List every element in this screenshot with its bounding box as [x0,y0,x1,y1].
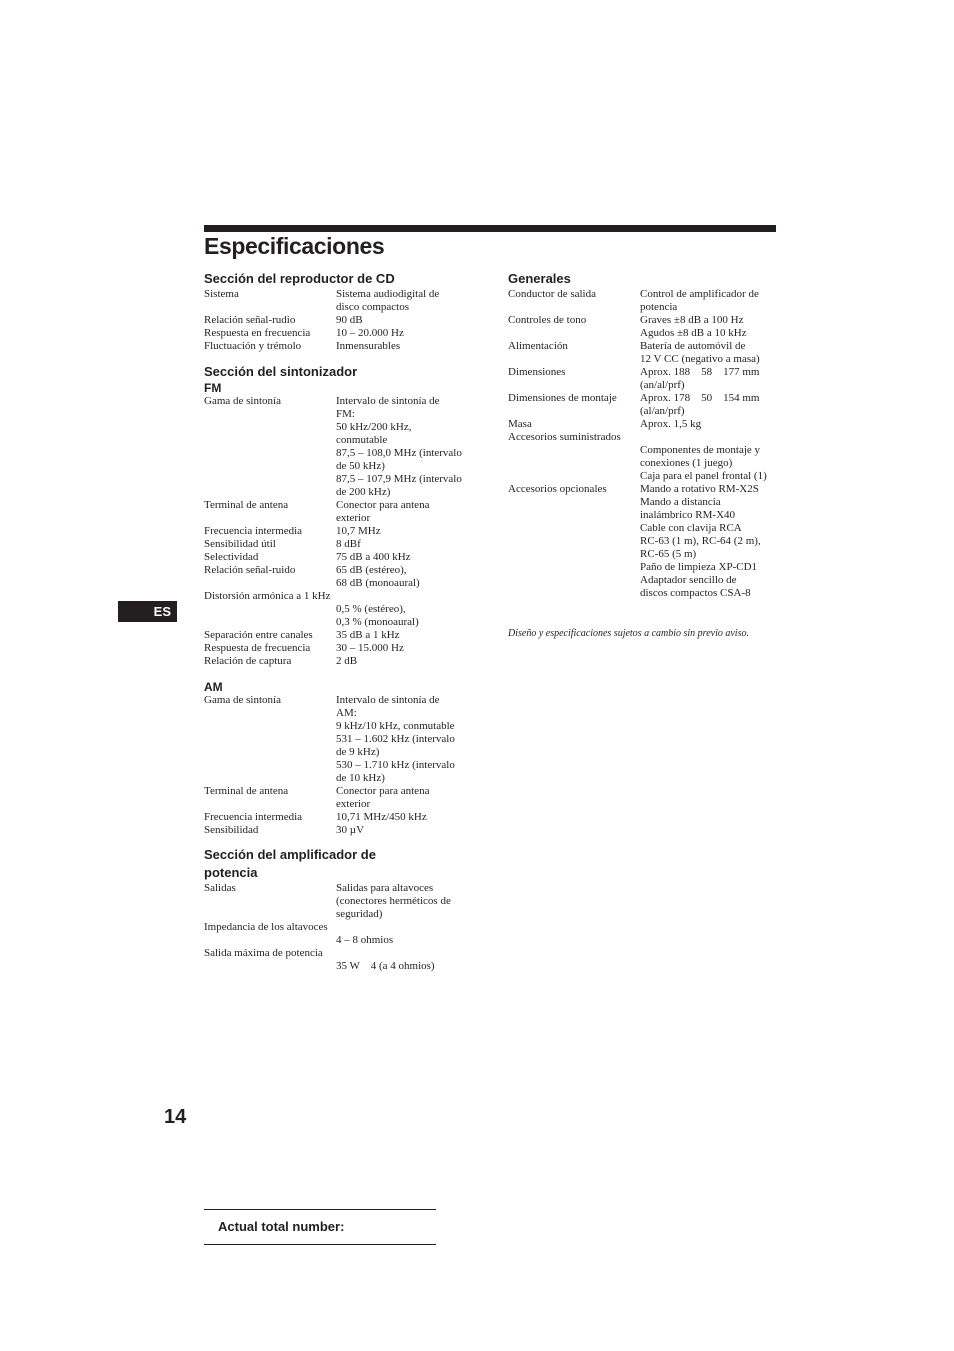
spec-label: Distorsión armónica a 1 kHz [204,590,331,602]
spec-value: Cable con clavija RCA [640,522,742,534]
spec-value: Caja para el panel frontal (1) [640,470,767,482]
spec-row [204,525,489,538]
spec-value: de 10 kHz) [336,772,385,784]
spec-row [204,551,489,564]
spec-value: 35 W 4 (a 4 ohmios) [336,960,435,972]
page-title: Especificaciones [204,233,385,259]
spec-value: exterior [336,512,371,524]
spec-label: Masa [508,418,532,430]
spec-value: disco compactos [336,301,410,313]
spec-label: Dimensiones [508,366,566,378]
general-section-heading: Generales [508,271,571,286]
spec-value: 68 dB (monoaural) [336,577,420,589]
spec-row [508,314,780,327]
amp-heading-line-1: Sección del amplificador de [204,847,376,862]
spec-label: Relación de captura [204,655,292,667]
spec-value: Agudos ±8 dB a 10 kHz [640,327,747,339]
spec-value: Mando a rotativo RM-X2S [640,483,759,495]
spec-value: de 200 kHz) [336,486,391,498]
spec-value: Componentes de montaje y [640,444,761,456]
spec-row [508,340,780,353]
spec-label: Frecuencia intermedia [204,525,303,537]
spec-label: Conductor de salida [508,288,596,300]
spec-label: Gama de sintonía [204,395,281,407]
spec-value: Inmensurables [336,340,401,352]
spec-label: Controles de tono [508,314,587,326]
spec-value: 90 dB [336,314,363,326]
amp-section-heading [204,846,489,882]
spec-value: 0,5 % (estéreo), [336,603,406,615]
am-subheading: AM [204,680,223,694]
spec-value: Graves ±8 dB a 100 Hz [640,314,744,326]
spec-value: inalámbrico RM-X40 [640,509,736,521]
spec-label: Dimensiones de montaje [508,392,617,404]
spec-value: RC-63 (1 m), RC-64 (2 m), [640,535,761,547]
spec-value: Mando a distancia [640,496,721,508]
spec-label: Alimentación [508,340,568,352]
spec-row [508,288,780,301]
spec-row [204,694,489,707]
spec-value: de 50 kHz) [336,460,385,472]
spec-value: 10 – 20.000 Hz [336,327,404,339]
spec-value: 2 dB [336,655,358,667]
spec-value: Conector para antena [336,785,430,797]
spec-label: Terminal de antena [204,785,289,797]
spec-value: 530 – 1.710 kHz (intervalo [336,759,455,771]
spec-value: 8 dBf [336,538,361,550]
spec-value: Adaptador sencillo de [640,574,737,586]
spec-label: Selectividad [204,551,259,563]
language-tab: ES [118,601,177,622]
spec-label: Salida máxima de potencia [204,947,323,959]
spec-value: Intervalo de sintonía de [336,694,440,706]
spec-label: Accesorios suministrados [508,431,621,443]
amp-heading-line-2: potencia [204,865,258,880]
right-column [508,270,780,640]
spec-row [508,392,780,405]
spec-label: Relación señal-rudio [204,314,296,326]
spec-value: seguridad) [336,908,383,920]
spec-value: 531 – 1.602 kHz (intervalo [336,733,455,745]
spec-value: Conector para antena [336,499,430,511]
spec-value: 65 dB (estéreo), [336,564,407,576]
spec-label: Gama de sintonía [204,694,281,706]
spec-value: Paño de limpieza XP-CD1 [640,561,758,573]
spec-value: Control de amplificador de [640,288,759,300]
spec-row [508,418,780,431]
spec-value: 30 – 15.000 Hz [336,642,404,654]
spec-value: conmutable [336,434,388,446]
spec-value: RC-65 (5 m) [640,548,697,560]
spec-label: Salidas [204,882,236,894]
spec-value: 35 dB a 1 kHz [336,629,400,641]
spec-row [204,395,489,408]
spec-label: Relación señal-ruido [204,564,296,576]
spec-label: Sensibilidad [204,824,259,836]
spec-value: (an/al/prf) [640,379,685,391]
spec-value: (al/an/prf) [640,405,685,417]
spec-label: Impedancia de los altavoces [204,921,328,933]
spec-value: Batería de automóvil de [640,340,746,352]
spec-value: 12 V CC (negativo a masa) [640,353,760,365]
spec-value: Salidas para altavoces [336,882,434,894]
spec-row [204,314,489,327]
spec-label: Sensibilidad útil [204,538,276,550]
spec-row [204,824,489,837]
spec-value: 87,5 – 107,9 MHz (intervalo [336,473,462,485]
spec-value: 10,71 MHz/450 kHz [336,811,427,823]
spec-value: exterior [336,798,371,810]
spec-value: conexiones (1 juego) [640,457,733,469]
spec-value: Sistema audiodigital de [336,288,440,300]
spec-value: 87,5 – 108,0 MHz (intervalo [336,447,462,459]
spec-row [204,288,489,301]
spec-value: 10,7 MHz [336,525,381,537]
fm-subheading: FM [204,381,222,395]
spec-value: 9 kHz/10 kHz, conmutable [336,720,455,732]
spec-value: de 9 kHz) [336,746,380,758]
spec-row [204,811,489,824]
spec-row [204,327,489,340]
spec-row [204,655,489,668]
spec-label: Frecuencia intermedia [204,811,303,823]
page-number: 14 [164,1106,187,1128]
footer-label: Actual total number: [218,1219,345,1234]
spec-value: 75 dB a 400 kHz [336,551,411,563]
spec-row [508,366,780,379]
spec-value: Aprox. 188 58 177 mm [640,366,760,378]
spec-value: AM: [336,707,357,719]
cd-section-heading: Sección del reproductor de CD [204,271,395,286]
left-column [204,270,489,973]
spec-row [204,785,489,798]
spec-row [204,538,489,551]
tuner-section-heading: Sección del sintonizador [204,364,358,379]
spec-value: 50 kHz/200 kHz, [336,421,412,433]
spec-value: (conectores herméticos de [336,895,451,907]
spec-row [204,882,489,895]
spec-value: discos compactos CSA-8 [640,587,751,599]
spec-row [204,629,489,642]
spec-value: potencia [640,301,678,313]
footer-box [204,1209,436,1245]
spec-value: 0,3 % (monoaural) [336,616,419,628]
spec-value: Aprox. 178 50 154 mm [640,392,760,404]
spec-row [204,564,489,577]
spec-label: Respuesta de frecuencia [204,642,311,654]
spec-row [204,642,489,655]
disclaimer-note: Diseño y especificaciones sujetos a cambio sin previo aviso. [508,628,749,639]
spec-row [204,340,489,353]
spec-value: 30 µV [336,824,365,836]
spec-label: Fluctuación y trémolo [204,340,302,352]
spec-label: Respuesta en frecuencia [204,327,311,339]
spec-label: Sistema [204,288,239,300]
spec-row [204,499,489,512]
spec-label: Separación entre canales [204,629,313,641]
spec-label: Accesorios opcionales [508,483,607,495]
spec-value: 4 – 8 ohmios [336,934,394,946]
spec-value: Intervalo de sintonía de [336,395,440,407]
spec-row [508,483,780,496]
spec-value: FM: [336,408,355,420]
spec-label: Terminal de antena [204,499,289,511]
spec-value: Aprox. 1,5 kg [640,418,702,430]
